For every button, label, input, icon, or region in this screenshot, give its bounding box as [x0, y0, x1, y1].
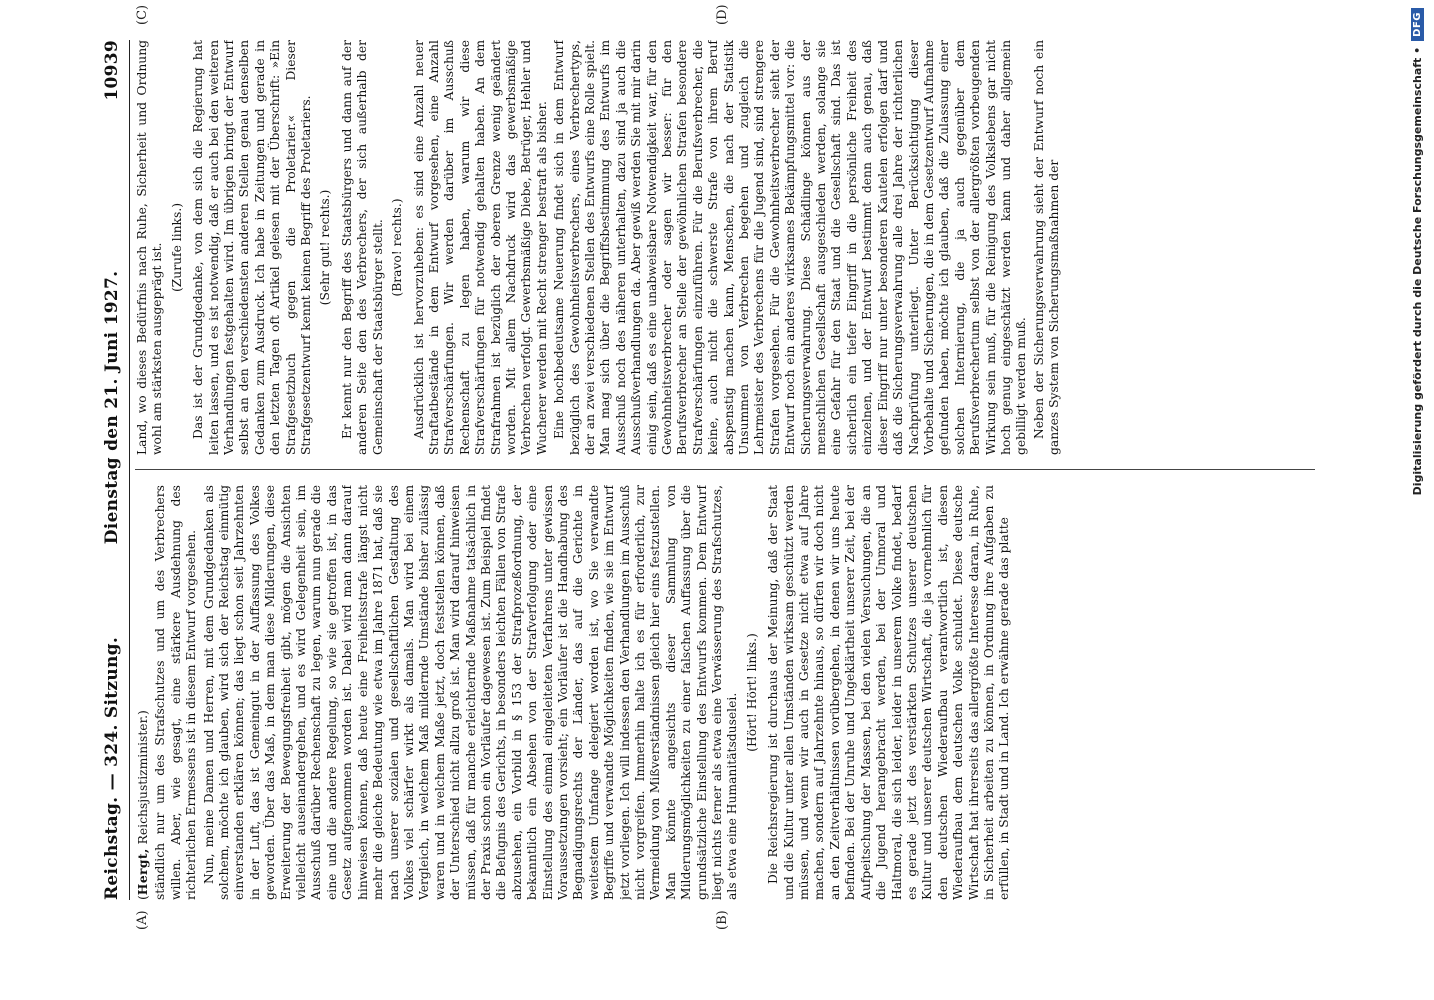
speaker-line: (Hergt, Reichsjustizminister.) — [135, 710, 150, 900]
page-number: 10939 — [102, 40, 122, 101]
paragraph: Die Reichsregierung ist durchaus der Meinung, daß der Staat und die Kultur unter allen Umständen wirksam geschützt werden müssen, und wenn wir auch in Gesetze nicht etwa auf Jahre machen, sondern auf Jahrzehnte hinaus, so dürfen wir doch nicht an den Zeitverhältnissen vorübergehen, in denen wir uns heute befinden. Bei der Unruhe und Ungeklärtheit unserer Zeit, bei der Aufpeitschung der Massen, bei den vielen Versuchungen, die an die Jugend herangebracht werden, bei der Unmoral und Haltmoral, die sich leider, leider in unserem Volke findet, bedarf es gerade jetzt des verstärkten Schutzes unserer deutschen Kultur und unserer deutschen Wirtschaft, die ja vornehmlich für den deutschen Wiederaufbau verantwortlich ist, diesen Wiederaufbau dem deutschen Volke schuldet. Diese deutsche Wirtschaft hat ihrerseits das allergrößte Interesse daran, in Ruhe, in Sicherheit arbeiten zu können, in Ordnung ihre Aufgaben zu erfüllen, in Stadt und in Land. Ich erwähne gerade das platte — [766, 485, 1012, 900]
paragraph: Er kennt nur den Begriff des Staatsbürgers und dann auf der anderen Seite den des Verbrechers, der sich außerhalb der Gemeinschaft der Staatsbürger stellt. — [339, 40, 385, 455]
dfg-logo-icon: DFG — [1411, 8, 1424, 41]
paragraph: Das ist der Grundgedanke, von dem sich die Regierung hat leiten lassen, und es ist notwendig, daß er auch bei den weiteren Verhandlungen festgehalten wird. Im übrigen bringt der Entwurf selbst an den verschiedensten anderen Stellen genau denselben Gedanken zum Ausdruck. Ich habe in Zeitungen und gerade in den letzten Tagen oft Artikel gelesen mit der Überschrift: »Ein Strafgesetzbuch gegen die Proletarier.« Dieser Strafgesetzentwurf kennt keinen Begriff des Proletariers. — [191, 40, 314, 455]
header-title: Reichstag. — 324. Sitzung. — [102, 636, 122, 900]
right-column — [135, 40, 1315, 455]
margin-mark-a: (A) — [135, 910, 150, 930]
speaker-role: Reichsjustizminister.) — [136, 710, 150, 845]
page-header — [95, 40, 130, 900]
speaker-name: Hergt, — [135, 848, 150, 896]
watermark-text-row — [1405, 8, 1429, 998]
header-date: Dienstag den 21. Juni 1927. — [102, 270, 122, 545]
interjection: (Bravo! rechts.) — [390, 198, 405, 297]
header-right — [102, 40, 122, 544]
interjection: (Hört! Hört! links.) — [744, 633, 759, 752]
header-left — [102, 637, 122, 900]
margin-mark-b: (B) — [715, 910, 730, 930]
watermark-text: Digitalisierung gefördert durch die Deutsche Forschungsgemeinschaft • — [1410, 46, 1424, 496]
column-divider — [135, 469, 1315, 470]
paragraph: ständlich nur um des Strafschutzes und um des Verbrechers willen. Aber, wie gesagt, eine stärkere Ausdehnung des richterlichen Ermessens ist in diesem Entwurf vorgesehen. — [153, 485, 199, 900]
document-page — [95, 0, 1355, 1000]
interjection: (Sehr gut! rechts.) — [318, 189, 333, 306]
left-column — [135, 485, 1315, 900]
paragraph: Eine hochbedeutsame Neuerung findet sich in dem Entwurf bezüglich des Gewohnheitsverbrechers, eines Verbrechertyps, der an zwei verschiedenen Stellen des Entwurfs eine Rolle spielt. Man mag sich über die Begriffsbestimmung des Entwurfs im Ausschuß noch des näheren unterhalten, dazu sind ja auch die Ausschußverhandlungen da. Aber gewiß werden Sie mit mir darin einig sein, daß es eine unabweisbare Notwendigkeit war, für den Gewohnheitsverbrecher oder sagen wir besser: für den Berufsverbrecher an Stelle der gewöhnlichen Strafen besondere Strafverschärfungen einzuführen. Für die Berufsverbrecher, die keine, auch nicht die schwerste Strafe von ihrem Beruf abspenstig machen kann, Menschen, die nach der Statistik Unsummen von Verbrechen begehen und zugleich die Lehrmeister des Verbrechens für die Jugend sind, sind strengere Strafen vorgesehen. Für die Gewohnheitsverbrecher sieht der Entwurf noch ein anderes wirksames Bekämpfungsmittel vor: die Sicherungsverwahrung. Diese Schädlinge können aus der menschlichen Gesellschaft ausgeschieden werden, solange sie eine Gefahr für den Staat und die Gesellschaft sind. Das ist sicherlich ein tiefer Eingriff in die persönliche Freiheit des einzelnen, und der Entwurf bestimmt denn auch genau, daß dieser Eingriff nur unter besonderen Kautelen erfolgen darf und daß die Sicherungsverwahrung alle drei Jahre der richterlichen Nachprüfung unterliegt. Unter Berücksichtigung dieser Vorbehalte und Sicherungen, die in dem Gesetzentwurf Aufnahme gefunden haben, möchte ich glauben, daß die Zulassung einer solchen Internierung, die ja auch gegenüber dem Berufsverbrechertum selbst von der allergrößten vorbeugenden Wirkung sein muß, für die Reinigung des Volkslebens gar nicht hoch genug eingeschätzt werden kann und daher allgemein gebilligt werden muß. — [552, 40, 1029, 455]
dfg-watermark — [1405, 8, 1429, 998]
margin-mark-c: (C) — [135, 4, 150, 25]
paragraph: Nun, meine Damen und Herren, mit dem Grundgedanken als solchem, möchte ich glauben, wird sich der Reichstag einmütig einverstanden erklären können; das liegt schon seit Jahrzehnten in der Luft, das ist Gemeingut in der Auffassung des Volkes geworden. Über das Maß, in dem man diese Milderungen, diese Erweiterung der Bewegungsfreiheit gibt, mögen die Ansichten vielleicht auseinandergehen, und es wird Gelegenheit sein, im Ausschuß darüber Rechenschaft zu legen, warum nun gerade die eine und die andere Regelung, so wie sie getroffen ist, in das Gesetz aufgenommen worden ist. Dabei wird man dann darauf hinweisen können, daß heute eine Freiheitsstrafe längst nicht mehr die gleiche Bedeutung wie etwa im Jahre 1871 hat, daß sie nach unserer sozialen und gesellschaftlichen Gestaltung des Volkes viel schärfer wirkt als damals. Man wird bei einem Vergleich, in welchem Maß mildernde Umstände bisher zulässig waren und in welchem Maße jetzt, doch feststellen können, daß der Unterschied nicht allzu groß ist. Man wird darauf hinweisen müssen, daß für manche erleichternde Maßnahme tatsächlich in der Praxis schon ein Vorläufer dagewesen ist. Zum Beispiel findet die Befugnis des Gerichts, in besonders leichten Fällen von Strafe abzusehen, ein Vorbild in § 153 der Strafprozeßordnung, der bekanntlich ein Absehen von der Strafverfolgung oder eine Einstellung des einmal eingeleiteten Verfahrens unter gewissen Voraussetzungen vorsieht; ein Vorläufer ist die Handhabung des Begnadigungsrechts der Länder, das auf die Gerichte in weitestem Umfange delegiert worden ist, wo Sie verwandte Begriffe und verwandte Möglichkeiten finden, wie sie im Entwurf jetzt vorliegen. Ich will indessen den Verhandlungen im Ausschuß nicht vorgreifen. Immerhin halte ich es für erforderlich, zur Vermeidung von Mißverständnissen gleich hier eins festzustellen. Man könnte angesichts dieser Sammlung von Milderungsmöglichkeiten zu einer falschen Auffassung über die grundsätzliche Einstellung des Entwurfs kommen. Dem Entwurf liegt nichts ferner als etwa eine Verwässerung des Strafschutzes, als etwa eine Humanitätsduselei. — [201, 485, 740, 900]
interjection: (Zurufe links.) — [169, 202, 184, 293]
text-columns — [135, 40, 1315, 900]
paragraph: Ausdrücklich ist hervorzuheben: es sind eine Anzahl neuer Straftatbestände in dem Entwurf vorgesehen, eine Anzahl Strafverschärfungen. Wir werden darüber im Ausschuß Rechenschaft zu legen haben, warum wir diese Strafverschärfungen für notwendig gehalten haben. An dem Strafrahmen ist bezüglich der oberen Grenze wenig geändert worden. Mit allem Nachdruck wird das gewerbsmäßige Verbrechen verfolgt. Gewerbsmäßige Diebe, Betrüger, Hehler und Wucherer werden mit Recht strenger bestraft als bisher. — [411, 40, 549, 455]
margin-mark-d: (D) — [715, 4, 730, 25]
paragraph: Land, wo dieses Bedürfnis nach Ruhe, Sicherheit und Ordnung wohl am stärksten ausgeprägt ist. — [135, 40, 165, 455]
paragraph: Neben der Sicherungsverwahrung sieht der Entwurf noch ein ganzes System von Sicherungsmaßnahmen der — [1031, 40, 1062, 455]
